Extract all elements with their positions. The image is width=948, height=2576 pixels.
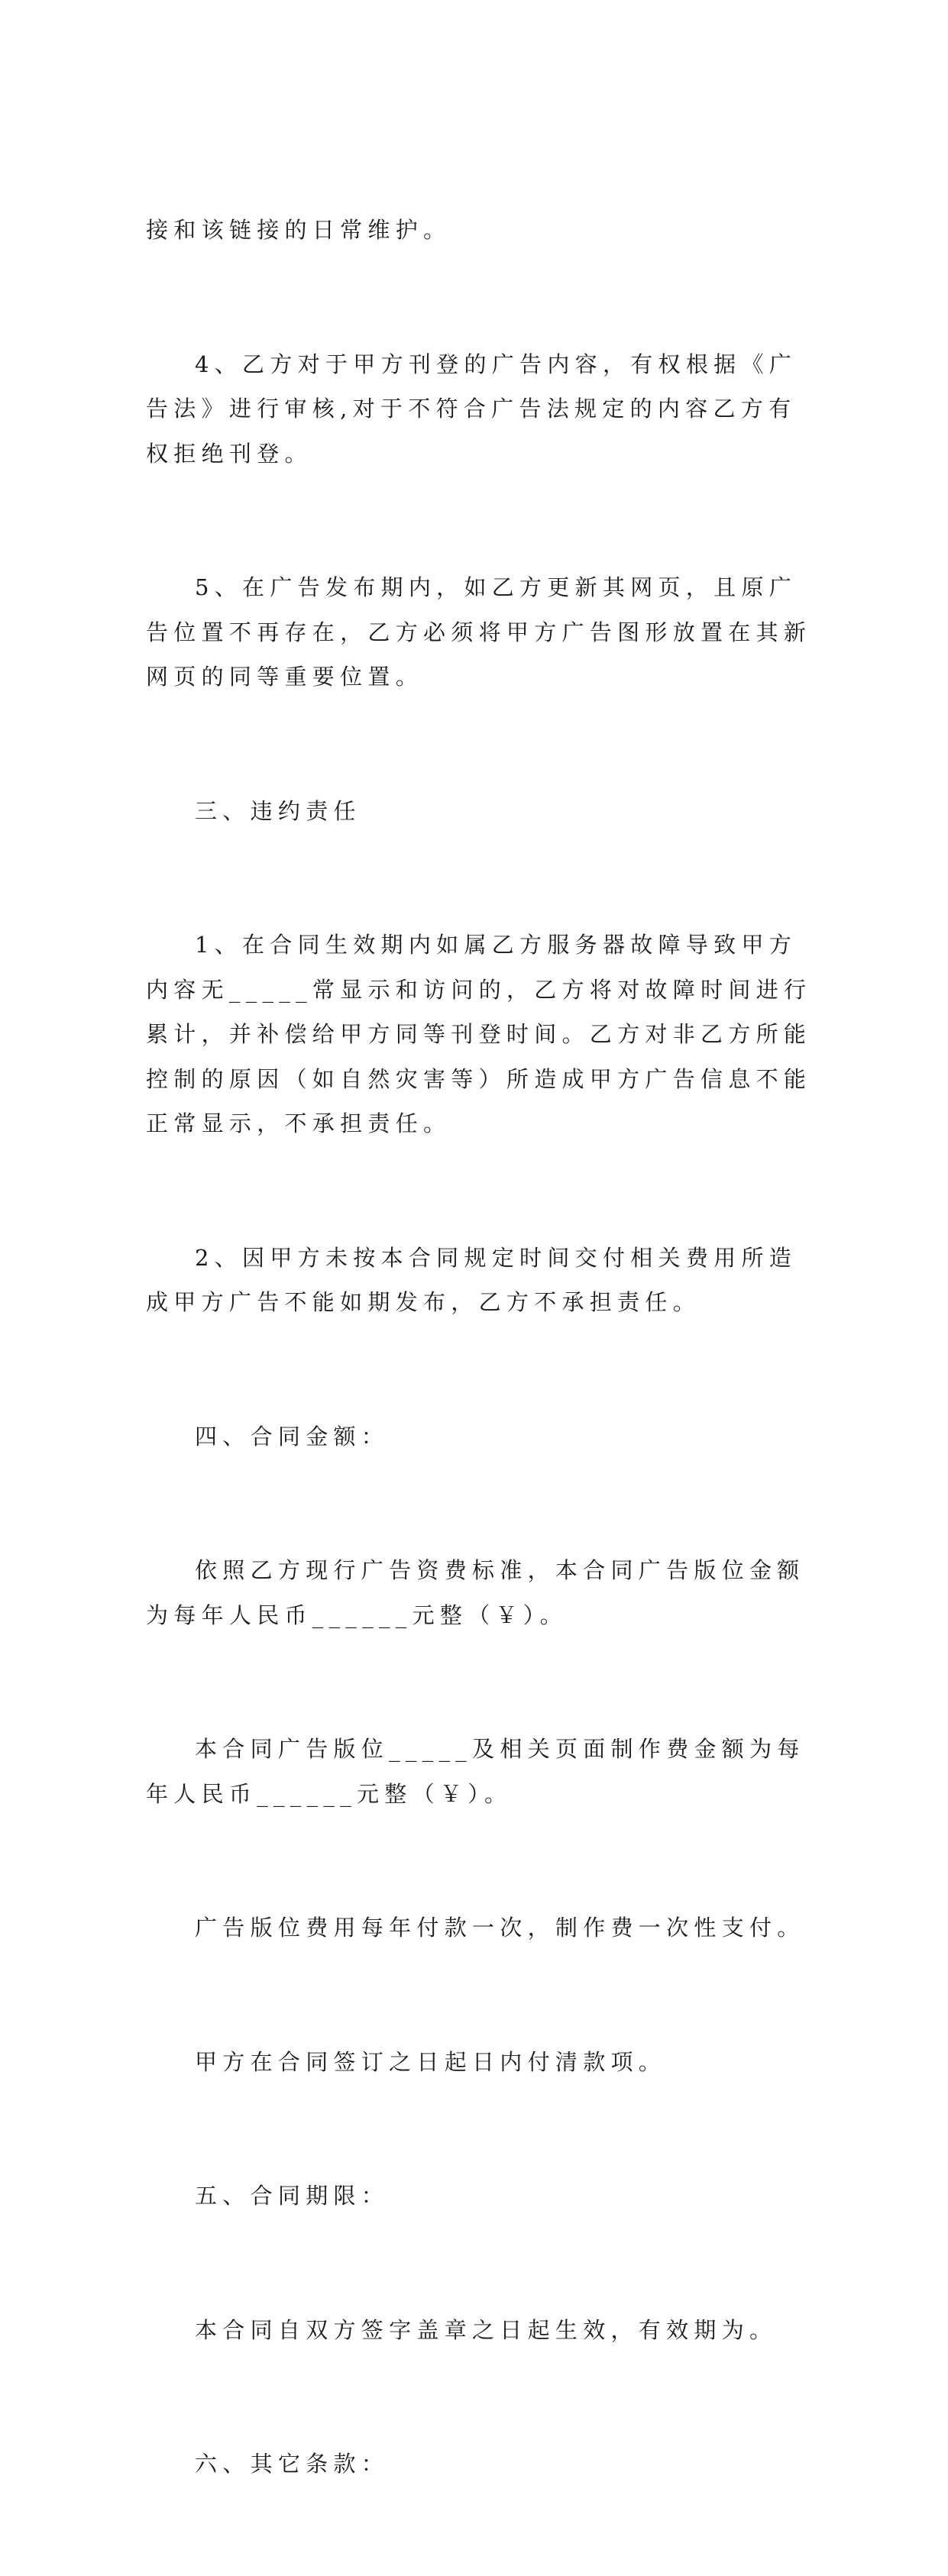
paragraph-amount-ad-slot: 依照乙方现行广告资费标准，本合同广告版位金额为每年人民币______元整（￥）。	[146, 1557, 805, 1628]
section-heading-liability: 三、违约责任	[195, 797, 361, 824]
section-heading-term: 五、合同期限：	[195, 2183, 390, 2209]
paragraph-liability-1: 1、在合同生效期内如属乙方服务器故障导致甲方内容无_____常显示和访问的，乙方将对故障时间进行累计，并补偿给甲方同等刊登时间。乙方对非乙方所能控制的原因（如自然灾害等）所造成甲方广告信息不能正常显示，不承担责任。	[146, 932, 812, 1136]
document-body	[146, 118, 814, 2576]
paragraph-payment-deadline: 甲方在合同签订之日起日内付清款项。	[195, 2048, 667, 2075]
section-heading-amount: 四、合同金额：	[195, 1423, 390, 1450]
paragraph-amount-production: 本合同广告版位_____及相关页面制作费金额为每年人民币______元整（￥）。	[146, 1736, 805, 1807]
paragraph-clause-4-review: 4、乙方对于甲方刊登的广告内容，有权根据《广告法》进行审核,对于不符合广告法规定的内容乙方有权拒绝刊登。	[146, 351, 798, 467]
paragraph-clause-5-relocation: 5、在广告发布期内，如乙方更新其网页，且原广告位置不再存在，乙方必须将甲方广告图形放置在其新网页的同等重要位置。	[146, 574, 812, 690]
paragraph-liability-2: 2、因甲方未按本合同规定时间交付相关费用所造成甲方广告不能如期发布，乙方不承担责任。	[146, 1244, 798, 1315]
paragraph-term-effective: 本合同自双方签字盖章之日起生效，有效期为。	[195, 2316, 778, 2343]
paragraph-payment-frequency: 广告版位费用每年付款一次，制作费一次性支付。	[195, 1915, 805, 1941]
section-heading-other-terms: 六、其它条款：	[195, 2451, 390, 2477]
paragraph-maintenance: 接和该链接的日常维护。	[146, 217, 451, 243]
